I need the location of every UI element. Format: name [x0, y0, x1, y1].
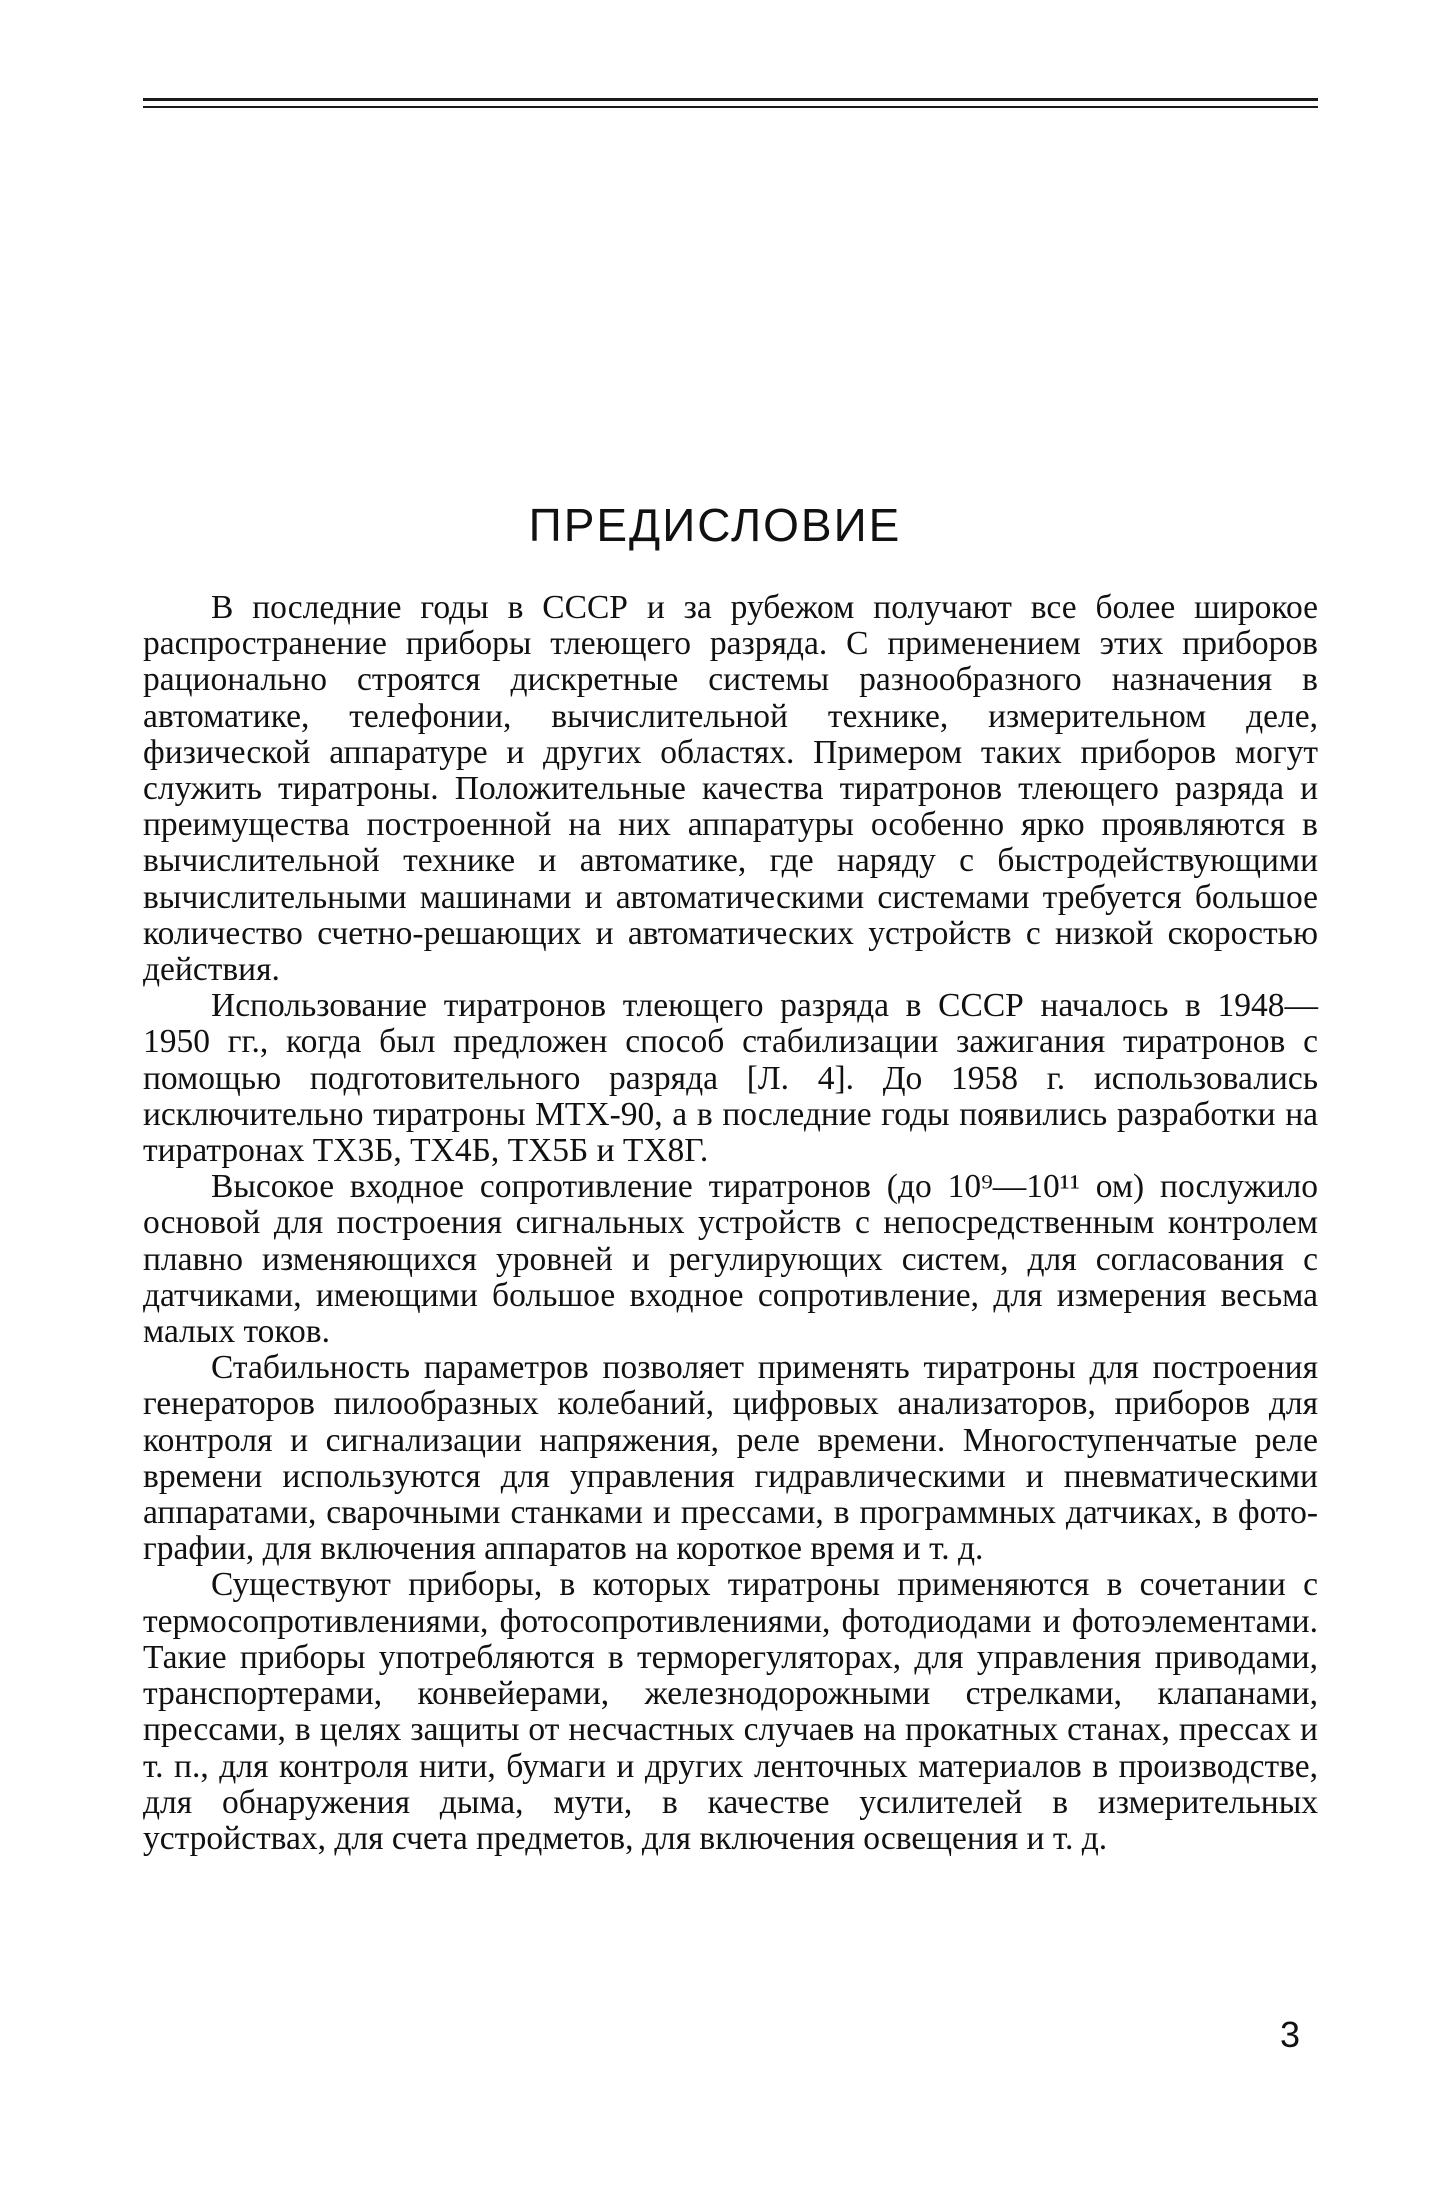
- paragraph: В последние годы в СССР и за рубежом получают все более широкое распространение приборы тлеющего разряда. С применением этих приборов рационально строятся дискретные системы разнообразного назначения в автоматике, телефонии, вычислительной технике, измерительном деле, физической аппаратуре и других областях. Примером таких приборов могут служить тиратроны. Положительные качества тиратронов тлеющего разряда и преимущества построенной на них аппаратуры особенно ярко проявляются в вычислительной технике и автоматике, где наряду с быстродействующими вычислительными машинами и автоматическими системами требуется большое количество счетно-решающих и автоматических устройств с низкой скоростью действия.: [143, 589, 1318, 989]
- header-rule-top: [143, 98, 1318, 101]
- page-title: ПРЕДИСЛОВИЕ: [528, 499, 902, 551]
- paragraph: Использование тиратронов тлеющего разряда в СССР началось в 1948—1950 гг., когда был предложен способ стабилизации зажигания тиратронов с помощью подготовительного разряда [Л. 4]. До 1958 г. использовались исключительно тиратроны МТХ-90, а в последние годы появились разработки на тиратронах ТХ3Б, ТХ4Б, ТХ5Б и ТХ8Г.: [143, 987, 1318, 1170]
- header-rule-bottom: [143, 106, 1318, 108]
- paragraph: Стабильность параметров позволяет применять тиратроны для построения генераторов пилообразных колебаний, цифровых анализаторов, приборов для контроля и сигнализации напряжения, реле времени. Многоступенчатые реле времени используются для управления гидравлическими и пневматическими аппаратами, сварочными станками и прессами, в программных датчиках, в фотографии, для включения аппаратов на короткое время и т. д.: [143, 1349, 1318, 1568]
- body-text: [143, 590, 1318, 1857]
- paragraph: Высокое входное сопротивление тиратронов (до 10⁹—10¹¹ ом) послужило основой для построения сигнальных устройств с непосредственным контролем плавно изменяющихся уровней и регулирующих систем, для согласования с датчиками, имеющими большое входное сопротивление, для измерения весьма малых токов.: [143, 1168, 1318, 1351]
- page-number: 3: [1279, 2014, 1300, 2055]
- paragraph: Существуют приборы, в которых тиратроны применяются в сочетании с термосопротивлениями, фотосопротивлениями, фотодиодами и фотоэлементами. Такие приборы употребляются в терморегуляторах, для управления приводами, транспортерами, конвейерами, железнодорожными стрелками, клапанами, прессами, в целях защиты от несчастных случаев на прокатных станах, прессах и т. п., для контроля нити, бумаги и других ленточных материалов в производстве, для обнаружения дыма, мути, в качестве усилителей в измерительных устройствах, для счета предметов, для включения освещения и т. д.: [143, 1566, 1318, 1857]
